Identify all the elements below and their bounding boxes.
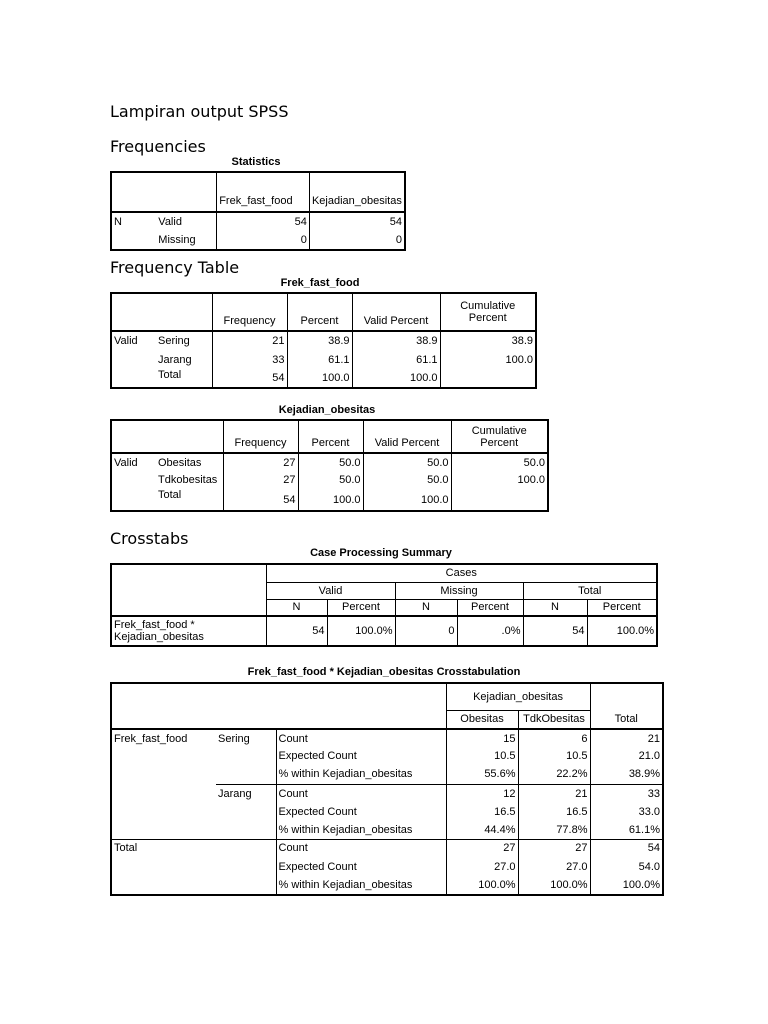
cell-value: 27 [223, 471, 298, 489]
row-label: % within Kejadian_obesitas [276, 876, 446, 895]
cell-value: 33 [212, 350, 287, 369]
cell-value: 100.0% [446, 876, 518, 895]
row-label: Jarang [216, 784, 276, 803]
col-header: N [266, 599, 327, 616]
col-header: Obesitas [446, 710, 518, 729]
cell-value: 0 [217, 231, 310, 250]
cell-value: 27 [223, 453, 298, 471]
cell-value: 100.0% [587, 616, 657, 646]
col-header: Cumulative Percent [440, 293, 536, 331]
cell-value: 16.5 [446, 803, 518, 821]
cell-value: 15 [446, 729, 518, 747]
statistics-table [110, 171, 406, 251]
cell-value: 54 [223, 489, 298, 511]
cell-value: 22.2% [518, 765, 590, 784]
cell-value: 100.0 [440, 350, 536, 369]
cell-value: 77.8% [518, 821, 590, 839]
cell-value: 54 [590, 839, 663, 857]
cell-value: 54 [212, 369, 287, 388]
row-label: Jarang [156, 350, 212, 369]
row-label: Total [111, 839, 216, 857]
col-header: Missing [395, 582, 523, 599]
freq-obesitas-table [110, 419, 549, 512]
cell-value: 10.5 [446, 747, 518, 765]
row-label: Frek_fast_food [111, 729, 216, 747]
cell-value: 44.4% [446, 821, 518, 839]
cell-value: 100.0 [352, 369, 440, 388]
row-label: Total [156, 489, 223, 511]
freq-fast-food-table [110, 292, 537, 389]
cell-value: .0% [457, 616, 523, 646]
cell-value: 100.0% [327, 616, 395, 646]
cell-value: 50.0 [298, 453, 363, 471]
cell-value: 10.5 [518, 747, 590, 765]
col-header: Frequency [223, 420, 298, 453]
col-header: Valid Percent [363, 420, 451, 453]
cell-value: 100.0 [287, 369, 352, 388]
row-label: Expected Count [276, 803, 446, 821]
row-label: Count [276, 839, 446, 857]
cell-value: 100.0% [590, 876, 663, 895]
row-label: Valid [111, 331, 156, 350]
cell-value: 27.0 [518, 857, 590, 876]
col-header: Valid [266, 582, 395, 599]
cell-value: 50.0 [363, 453, 451, 471]
section-frequencies: Frequencies [110, 137, 206, 156]
col-header: Percent [287, 293, 352, 331]
section-frequency-table: Frequency Table [110, 258, 240, 277]
cell-value: 12 [446, 784, 518, 803]
col-header: Cumulative Percent [451, 420, 548, 453]
row-label: Missing [156, 231, 216, 250]
row-label: Sering [156, 331, 212, 350]
row-label: Count [276, 784, 446, 803]
col-header: Total [523, 582, 657, 599]
cell-value: 54 [309, 212, 405, 231]
cell-value: 100.0 [451, 471, 548, 489]
cell-value: 38.9% [590, 765, 663, 784]
col-header: Percent [327, 599, 395, 616]
row-label: Total [156, 369, 212, 388]
crosstab-title: Frek_fast_food * Kejadian_obesitas Crosstabulation [247, 666, 521, 678]
col-header: TdkObesitas [518, 710, 590, 729]
col-header: Percent [587, 599, 657, 616]
row-label: Valid [156, 212, 216, 231]
cell-value: 21 [590, 729, 663, 747]
col-group-header: Kejadian_obesitas [446, 683, 590, 710]
col-header: Percent [457, 599, 523, 616]
cell-value: 0 [395, 616, 457, 646]
col-header: Frequency [212, 293, 287, 331]
col-group-header: Cases [266, 564, 657, 582]
case-summary-table [110, 563, 658, 647]
row-label: % within Kejadian_obesitas [276, 821, 446, 839]
cell-value: 33 [590, 784, 663, 803]
row-label: Tdkobesitas [156, 471, 223, 489]
cell-value: 55.6% [446, 765, 518, 784]
cell-value: 33.0 [590, 803, 663, 821]
cell-value: 50.0 [451, 453, 548, 471]
row-label: N [111, 212, 156, 231]
cell-value: 100.0% [518, 876, 590, 895]
col-header: Valid Percent [352, 293, 440, 331]
col-header: Frek_fast_food [217, 172, 310, 212]
cell-value: 54 [217, 212, 310, 231]
page-title: Lampiran output SPSS [110, 102, 289, 121]
col-header: Percent [298, 420, 363, 453]
cell-value: 61.1 [287, 350, 352, 369]
cell-value: 54 [523, 616, 587, 646]
cell-value: 0 [309, 231, 405, 250]
row-label: Obesitas [156, 453, 223, 471]
row-label: Valid [111, 453, 156, 471]
cell-value: 6 [518, 729, 590, 747]
cell-value: 16.5 [518, 803, 590, 821]
row-label: Frek_fast_food * Kejadian_obesitas [111, 616, 266, 646]
row-label: Sering [216, 729, 276, 747]
row-label: Expected Count [276, 857, 446, 876]
freq-fast-food-title: Frek_fast_food [280, 277, 360, 289]
cell-value: 27.0 [446, 857, 518, 876]
cell-value: 27 [446, 839, 518, 857]
row-label: % within Kejadian_obesitas [276, 765, 446, 784]
col-header: N [523, 599, 587, 616]
statistics-title: Statistics [231, 156, 281, 168]
cell-value: 100.0 [363, 489, 451, 511]
col-header: Kejadian_obesitas [309, 172, 405, 212]
col-header: Total [590, 683, 663, 729]
cell-value: 50.0 [298, 471, 363, 489]
cell-value: 54 [266, 616, 327, 646]
cell-value: 50.0 [363, 471, 451, 489]
cell-value: 38.9 [352, 331, 440, 350]
cell-value: 21 [518, 784, 590, 803]
cell-value: 61.1 [352, 350, 440, 369]
freq-obesitas-title: Kejadian_obesitas [278, 404, 376, 416]
cell-value: 21.0 [590, 747, 663, 765]
row-label: Expected Count [276, 747, 446, 765]
cell-value: 27 [518, 839, 590, 857]
row-label: Count [276, 729, 446, 747]
section-crosstabs: Crosstabs [110, 529, 189, 548]
crosstab-table [110, 682, 664, 896]
cell-value: 38.9 [440, 331, 536, 350]
case-summary-title: Case Processing Summary [310, 547, 452, 559]
cell-value: 21 [212, 331, 287, 350]
col-header: N [395, 599, 457, 616]
cell-value: 54.0 [590, 857, 663, 876]
cell-value: 100.0 [298, 489, 363, 511]
cell-value: 38.9 [287, 331, 352, 350]
cell-value: 61.1% [590, 821, 663, 839]
